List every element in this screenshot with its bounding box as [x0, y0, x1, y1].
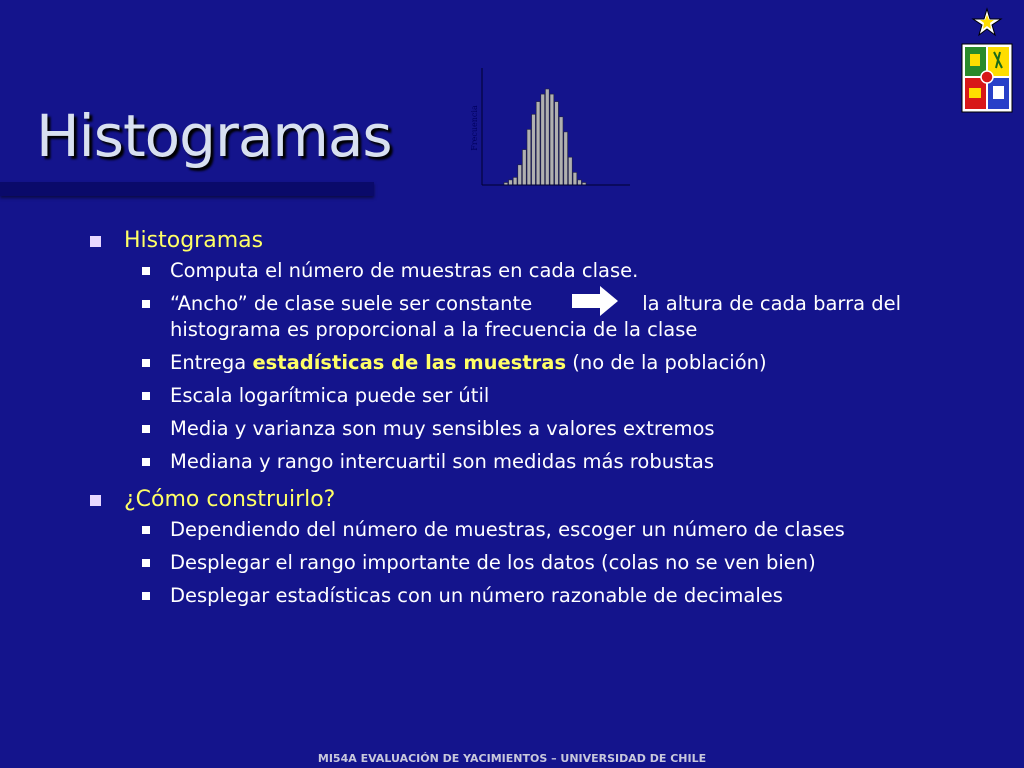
histogram-bar — [578, 180, 582, 185]
square-bullet-icon — [142, 392, 150, 400]
histogram-bar — [559, 117, 563, 185]
histogram-bar — [513, 177, 517, 185]
square-bullet-icon — [142, 300, 150, 308]
slide-footer: MI54A EVALUACIÓN DE YACIMIENTOS – UNIVERSIDAD DE CHILE — [317, 752, 707, 765]
square-bullet-icon — [90, 495, 101, 506]
histogram-bar — [536, 102, 540, 185]
list-item: Dependiendo del número de muestras, escoger un número de clases — [134, 517, 988, 543]
bullet-heading-como-construirlo: ¿Cómo construirlo? — [88, 485, 988, 515]
list-item: Escala logarítmica puede ser útil — [134, 383, 988, 409]
histogram-bar — [522, 150, 526, 185]
histogram-bar — [532, 114, 536, 185]
square-bullet-icon — [142, 359, 150, 367]
square-bullet-icon — [142, 458, 150, 466]
histogram-bar — [564, 132, 568, 185]
list-item: Entrega estadísticas de las muestras (no de la población) — [134, 350, 988, 376]
histogram-bar — [518, 165, 522, 185]
square-bullet-icon — [142, 425, 150, 433]
square-bullet-icon — [142, 526, 150, 534]
square-bullet-icon — [142, 592, 150, 600]
square-bullet-icon — [142, 559, 150, 567]
list-item: Mediana y rango intercuartil son medidas más robustas — [134, 449, 988, 475]
mini-histogram-ylabel: Frecuencia — [470, 105, 479, 151]
histogram-bar — [550, 94, 554, 185]
histogram-bar — [527, 129, 531, 185]
histogram-bar — [541, 94, 545, 185]
square-bullet-icon — [142, 267, 150, 275]
histogram-bar — [573, 172, 577, 185]
highlight-text: estadísticas de las muestras — [252, 351, 567, 374]
university-crest-icon — [956, 4, 1018, 116]
histogram-bar — [509, 180, 513, 185]
list-item: Desplegar el rango importante de los datos (colas no se ven bien) — [134, 550, 988, 576]
mini-histogram — [462, 64, 634, 190]
histogram-bar — [545, 89, 549, 185]
histogram-bar — [568, 157, 572, 185]
square-bullet-icon — [90, 236, 101, 247]
list-item: “Ancho” de clase suele ser constante la altura de cada barra del histograma es proporcional a la frecuencia de la clase — [134, 291, 988, 343]
arrow-right-icon — [572, 286, 618, 316]
slide-content — [88, 226, 988, 616]
bullet-heading-histogramas: Histogramas — [88, 226, 988, 256]
histogram-bar — [555, 102, 559, 185]
list-item: Media y varianza son muy sensibles a valores extremos — [134, 416, 988, 442]
list-item: Computa el número de muestras en cada clase. — [134, 258, 988, 284]
title-underline-bar — [0, 182, 374, 196]
list-item: Desplegar estadísticas con un número razonable de decimales — [134, 583, 988, 609]
slide-title: Histogramas — [36, 102, 392, 170]
